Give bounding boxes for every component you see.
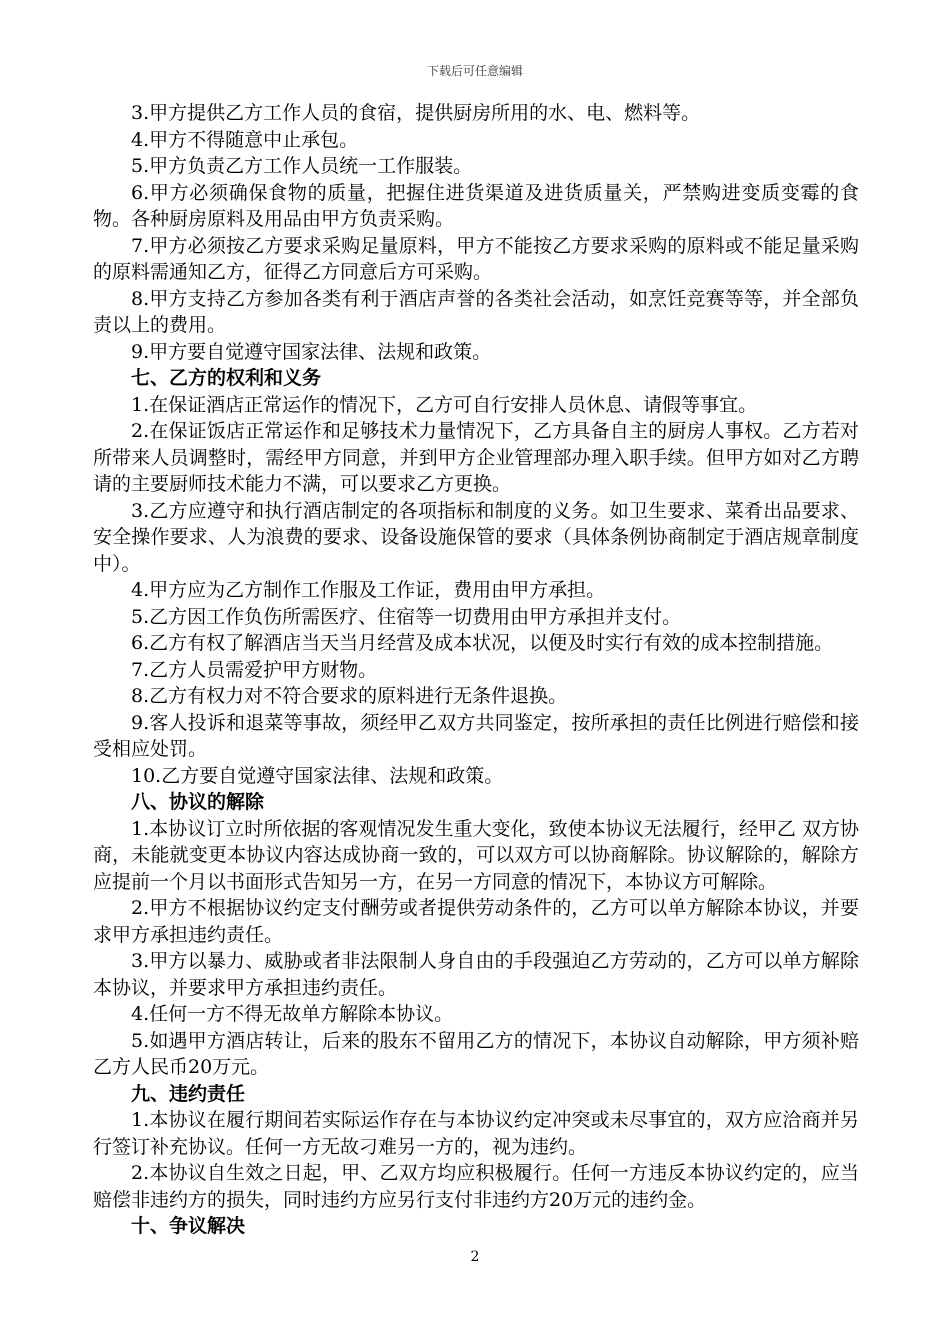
paragraph: 6.乙方有权了解酒店当天当月经营及成本状况，以便及时实行有效的成本控制措施。 <box>131 632 834 654</box>
paragraph: 7.甲方必须按乙方要求采购足量原料，甲方不能按乙方要求采购的原料或不能足量采购的原料需通知乙方，征得乙方同意后方可采购。 <box>93 234 859 283</box>
paragraph: 1.本协议在履行期间若实际运作存在与本协议约定冲突或未尽事宜的，双方应洽商并另行签订补充协议。任何一方无故刁难另一方的，视为违约。 <box>93 1109 859 1158</box>
paragraph: 3.乙方应遵守和执行酒店制定的各项指标和制度的义务。如卫生要求、菜肴出品要求、安全操作要求、人为浪费的要求、设备设施保管的要求（具体条例协商制定于酒店规章制度中）。 <box>93 499 859 575</box>
paragraph: 3.甲方以暴力、威胁或者非法限制人身自由的手段强迫乙方劳动的，乙方可以单方解除本协议，并要求甲方承担违约责任。 <box>93 950 859 999</box>
paragraph: 5.乙方因工作负伤所需医疗、住宿等一切费用由甲方承担并支付。 <box>131 605 682 628</box>
paragraph: 1.在保证酒店正常运作的情况下，乙方可自行安排人员休息、请假等事宜。 <box>131 393 758 416</box>
paragraph: 6.甲方必须确保食物的质量，把握住进货渠道及进货质量关，严禁购进变质变霉的食物。各种厨房原料及用品由甲方负责采购。 <box>93 181 859 230</box>
document-body <box>93 100 859 1240</box>
section-heading: 九、违约责任 <box>131 1082 246 1105</box>
paragraph: 2.在保证饭店正常运作和足够技术力量情况下，乙方具备自主的厨房人事权。乙方若对所带来人员调整时，需经甲方同意，并到甲方企业管理部办理入职手续。但甲方如对乙方聘请的主要厨师技术能力不满，可以要求乙方更换。 <box>93 420 859 495</box>
section-heading: 十、争议解决 <box>131 1215 246 1237</box>
paragraph: 9.客人投诉和退菜等事故，须经甲乙双方共同鉴定，按所承担的责任比例进行赔偿和接受相应处罚。 <box>93 711 859 760</box>
section-heading: 七、乙方的权利和义务 <box>131 367 322 389</box>
paragraph: 10.乙方要自觉遵守国家法律、法规和政策。 <box>131 764 504 787</box>
paragraph: 5.如遇甲方酒店转让，后来的股东不留用乙方的情况下，本协议自动解除，甲方须补赔乙方人民币20万元。 <box>93 1029 859 1078</box>
paragraph: 4.任何一方不得无故单方解除本协议。 <box>131 1003 454 1025</box>
paragraph: 8.乙方有权力对不符合要求的原料进行无条件退换。 <box>131 685 568 707</box>
paragraph: 1.本协议订立时所依据的客观情况发生重大变化，致使本协议无法履行，经甲乙 双方协商，未能就变更本协议内容达成协商一致的，可以双方可以协商解除。协议解除的，解除方应提前一个月以书面形式告知另一方，在另一方同意的情况下，本协议方可解除。 <box>93 817 859 893</box>
paragraph: 7.乙方人员需爱护甲方财物。 <box>131 658 378 681</box>
paragraph: 4.甲方不得随意中止承包。 <box>131 128 359 151</box>
section-heading: 八、协议的解除 <box>131 791 265 813</box>
page-number: 2 <box>470 1249 480 1265</box>
paragraph: 2.本协议自生效之日起，甲、乙双方均应积极履行。任何一方违反本协议约定的，应当赔偿非违约方的损失，同时违约方应另行支付非违约方20万元的违约金。 <box>93 1162 859 1211</box>
page-header: 下载后可任意编辑 <box>426 64 523 78</box>
paragraph: 9.甲方要自觉遵守国家法律、法规和政策。 <box>131 340 492 363</box>
paragraph: 5.甲方负责乙方工作人员统一工作服装。 <box>131 155 473 177</box>
paragraph: 3.甲方提供乙方工作人员的食宿，提供厨房所用的水、电、燃料等。 <box>131 102 701 124</box>
paragraph: 4.甲方应为乙方制作工作服及工作证，费用由甲方承担。 <box>131 579 606 601</box>
paragraph: 8.甲方支持乙方参加各类有利于酒店声誉的各类社会活动，如烹饪竞赛等等，并全部负责以上的费用。 <box>93 287 859 336</box>
paragraph: 2.甲方不根据协议约定支付酬劳或者提供劳动条件的，乙方可以单方解除本协议，并要求甲方承担违约责任。 <box>93 897 859 946</box>
